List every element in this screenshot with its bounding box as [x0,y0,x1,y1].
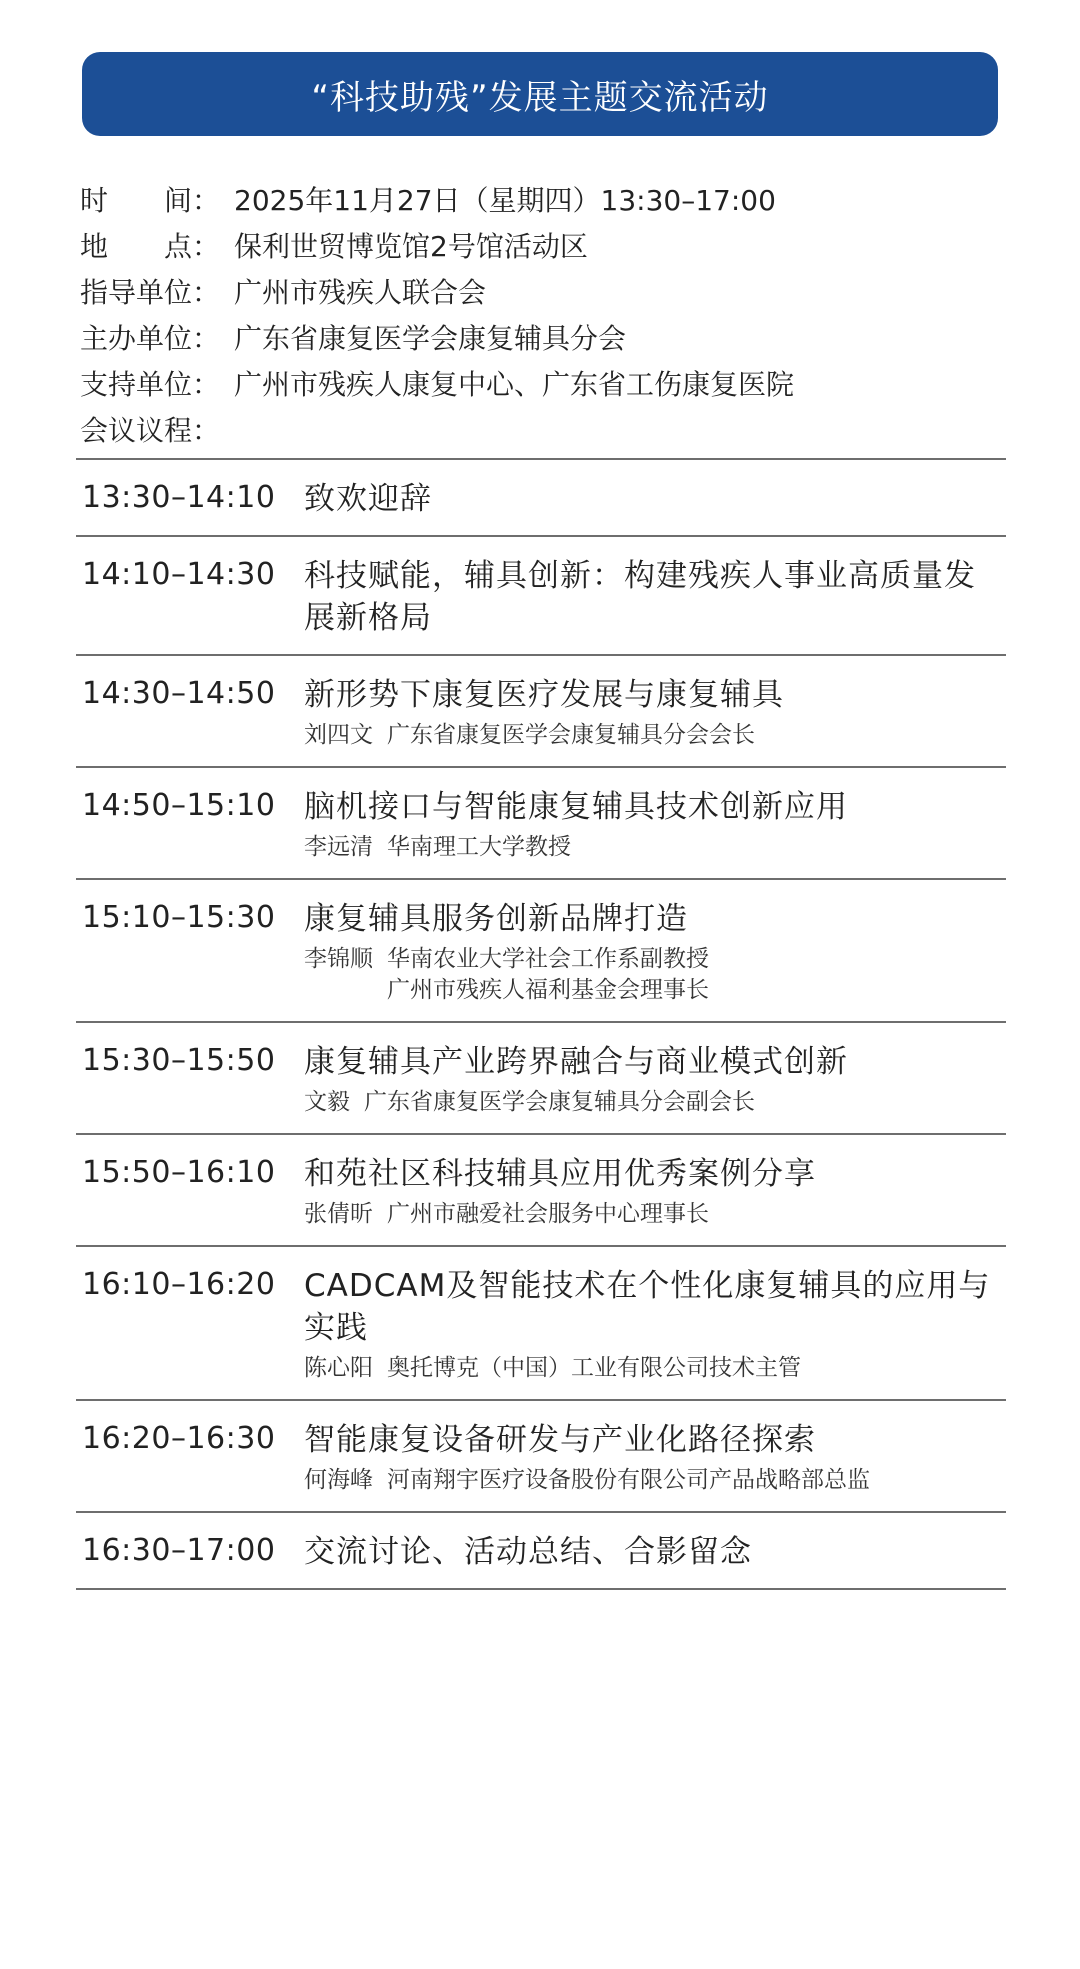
agenda-body [304,478,1006,520]
info-value: 广州市残疾人联合会 [234,276,487,309]
info-label: 地 点： [80,230,221,263]
info-row [80,222,1000,268]
agenda-time: 15:10–15:30 [82,900,276,935]
agenda-body [304,555,1006,639]
info-value: 2025年11月27日（星期四）13:30–17:00 [234,184,776,217]
info-label: 指导单位： [80,276,221,309]
speaker-line [304,1087,1006,1118]
speaker-name: 刘四文 [304,722,373,748]
agenda-topic: 新形势下康复医疗发展与康复辅具 [304,677,784,713]
agenda-body [304,1041,1006,1118]
info-row [80,176,1000,222]
agenda-topic: CADCAM及智能技术在个性化康复辅具的应用与实践 [304,1268,991,1346]
agenda-row [76,1247,1006,1401]
agenda-row [76,768,1006,880]
speaker-line [304,1353,1006,1384]
speaker-titles [387,1465,870,1496]
info-value: 广东省康复医学会康复辅具分会 [234,322,627,355]
agenda-row [76,537,1006,656]
agenda-topic: 和苑社区科技辅具应用优秀案例分享 [304,1156,816,1192]
speaker-name: 何海峰 [304,1467,373,1493]
agenda-topic: 康复辅具服务创新品牌打造 [304,901,688,937]
agenda-body [304,1419,1006,1496]
speaker-name: 李远清 [304,834,373,860]
agenda-row [76,1023,1006,1135]
agenda-topic: 脑机接口与智能康复辅具技术创新应用 [304,789,848,825]
event-info [80,176,1000,452]
speaker-title: 奥托博克（中国）工业有限公司技术主管 [387,1355,801,1381]
agenda-time: 16:10–16:20 [82,1267,276,1302]
agenda-body [304,898,1006,1006]
agenda-row [76,656,1006,768]
speaker-titles [364,1087,755,1118]
speaker-line [304,832,1006,863]
agenda-row [76,1513,1006,1590]
speaker-title: 华南理工大学教授 [387,834,571,860]
speaker-line [304,944,1006,1006]
agenda-time: 14:10–14:30 [82,557,276,592]
speaker-name: 李锦顺 [304,946,373,972]
agenda-topic: 致欢迎辞 [304,481,432,517]
speaker-line [304,1199,1006,1230]
agenda-time: 15:30–15:50 [82,1043,276,1078]
info-row [80,360,1000,406]
speaker-titles [387,944,709,1006]
speaker-titles [387,1353,801,1384]
page-title: “科技助残”发展主题交流活动 [311,77,769,118]
speaker-name: 文毅 [304,1089,350,1115]
agenda-time: 13:30–14:10 [82,480,276,515]
agenda-row [76,1135,1006,1247]
speaker-name: 张倩昕 [304,1201,373,1227]
speaker-name: 陈心阳 [304,1355,373,1381]
agenda-table [76,458,1006,1590]
agenda-row [76,460,1006,537]
info-row [80,314,1000,360]
info-label: 会议议程： [80,414,221,447]
agenda-time: 15:50–16:10 [82,1155,276,1190]
speaker-titles [387,832,571,863]
info-label: 支持单位： [80,368,221,401]
speaker-title: 广东省康复医学会康复辅具分会会长 [387,722,755,748]
agenda-time: 16:30–17:00 [82,1533,276,1568]
speaker-title: 广州市残疾人福利基金会理事长 [387,977,709,1003]
agenda-topic: 科技赋能，辅具创新：构建残疾人事业高质量发展新格局 [304,558,976,636]
speaker-title: 河南翔宇医疗设备股份有限公司产品战略部总监 [387,1467,870,1493]
agenda-topic: 智能康复设备研发与产业化路径探索 [304,1422,816,1458]
speaker-titles [387,1199,709,1230]
agenda-topic: 交流讨论、活动总结、合影留念 [304,1534,752,1570]
info-value: 广州市残疾人康复中心、广东省工伤康复医院 [234,368,795,401]
agenda-topic: 康复辅具产业跨界融合与商业模式创新 [304,1044,848,1080]
speaker-line [304,720,1006,751]
agenda-body [304,786,1006,863]
agenda-body [304,1153,1006,1230]
agenda-body [304,1265,1006,1384]
info-value: 保利世贸博览馆2号馆活动区 [234,230,588,263]
title-banner [82,52,998,136]
info-row [80,406,1000,452]
speaker-line [304,1465,1006,1496]
agenda-row [76,1401,1006,1513]
agenda-row [76,880,1006,1023]
agenda-time: 14:30–14:50 [82,676,276,711]
speaker-title: 华南农业大学社会工作系副教授 [387,946,709,972]
agenda-time: 16:20–16:30 [82,1421,276,1456]
speaker-titles [387,720,755,751]
info-label: 时 间： [80,184,221,217]
info-row [80,268,1000,314]
agenda-time: 14:50–15:10 [82,788,276,823]
speaker-title: 广州市融爱社会服务中心理事长 [387,1201,709,1227]
agenda-body [304,1531,1006,1573]
info-label: 主办单位： [80,322,221,355]
agenda-body [304,674,1006,751]
speaker-title: 广东省康复医学会康复辅具分会副会长 [364,1089,755,1115]
